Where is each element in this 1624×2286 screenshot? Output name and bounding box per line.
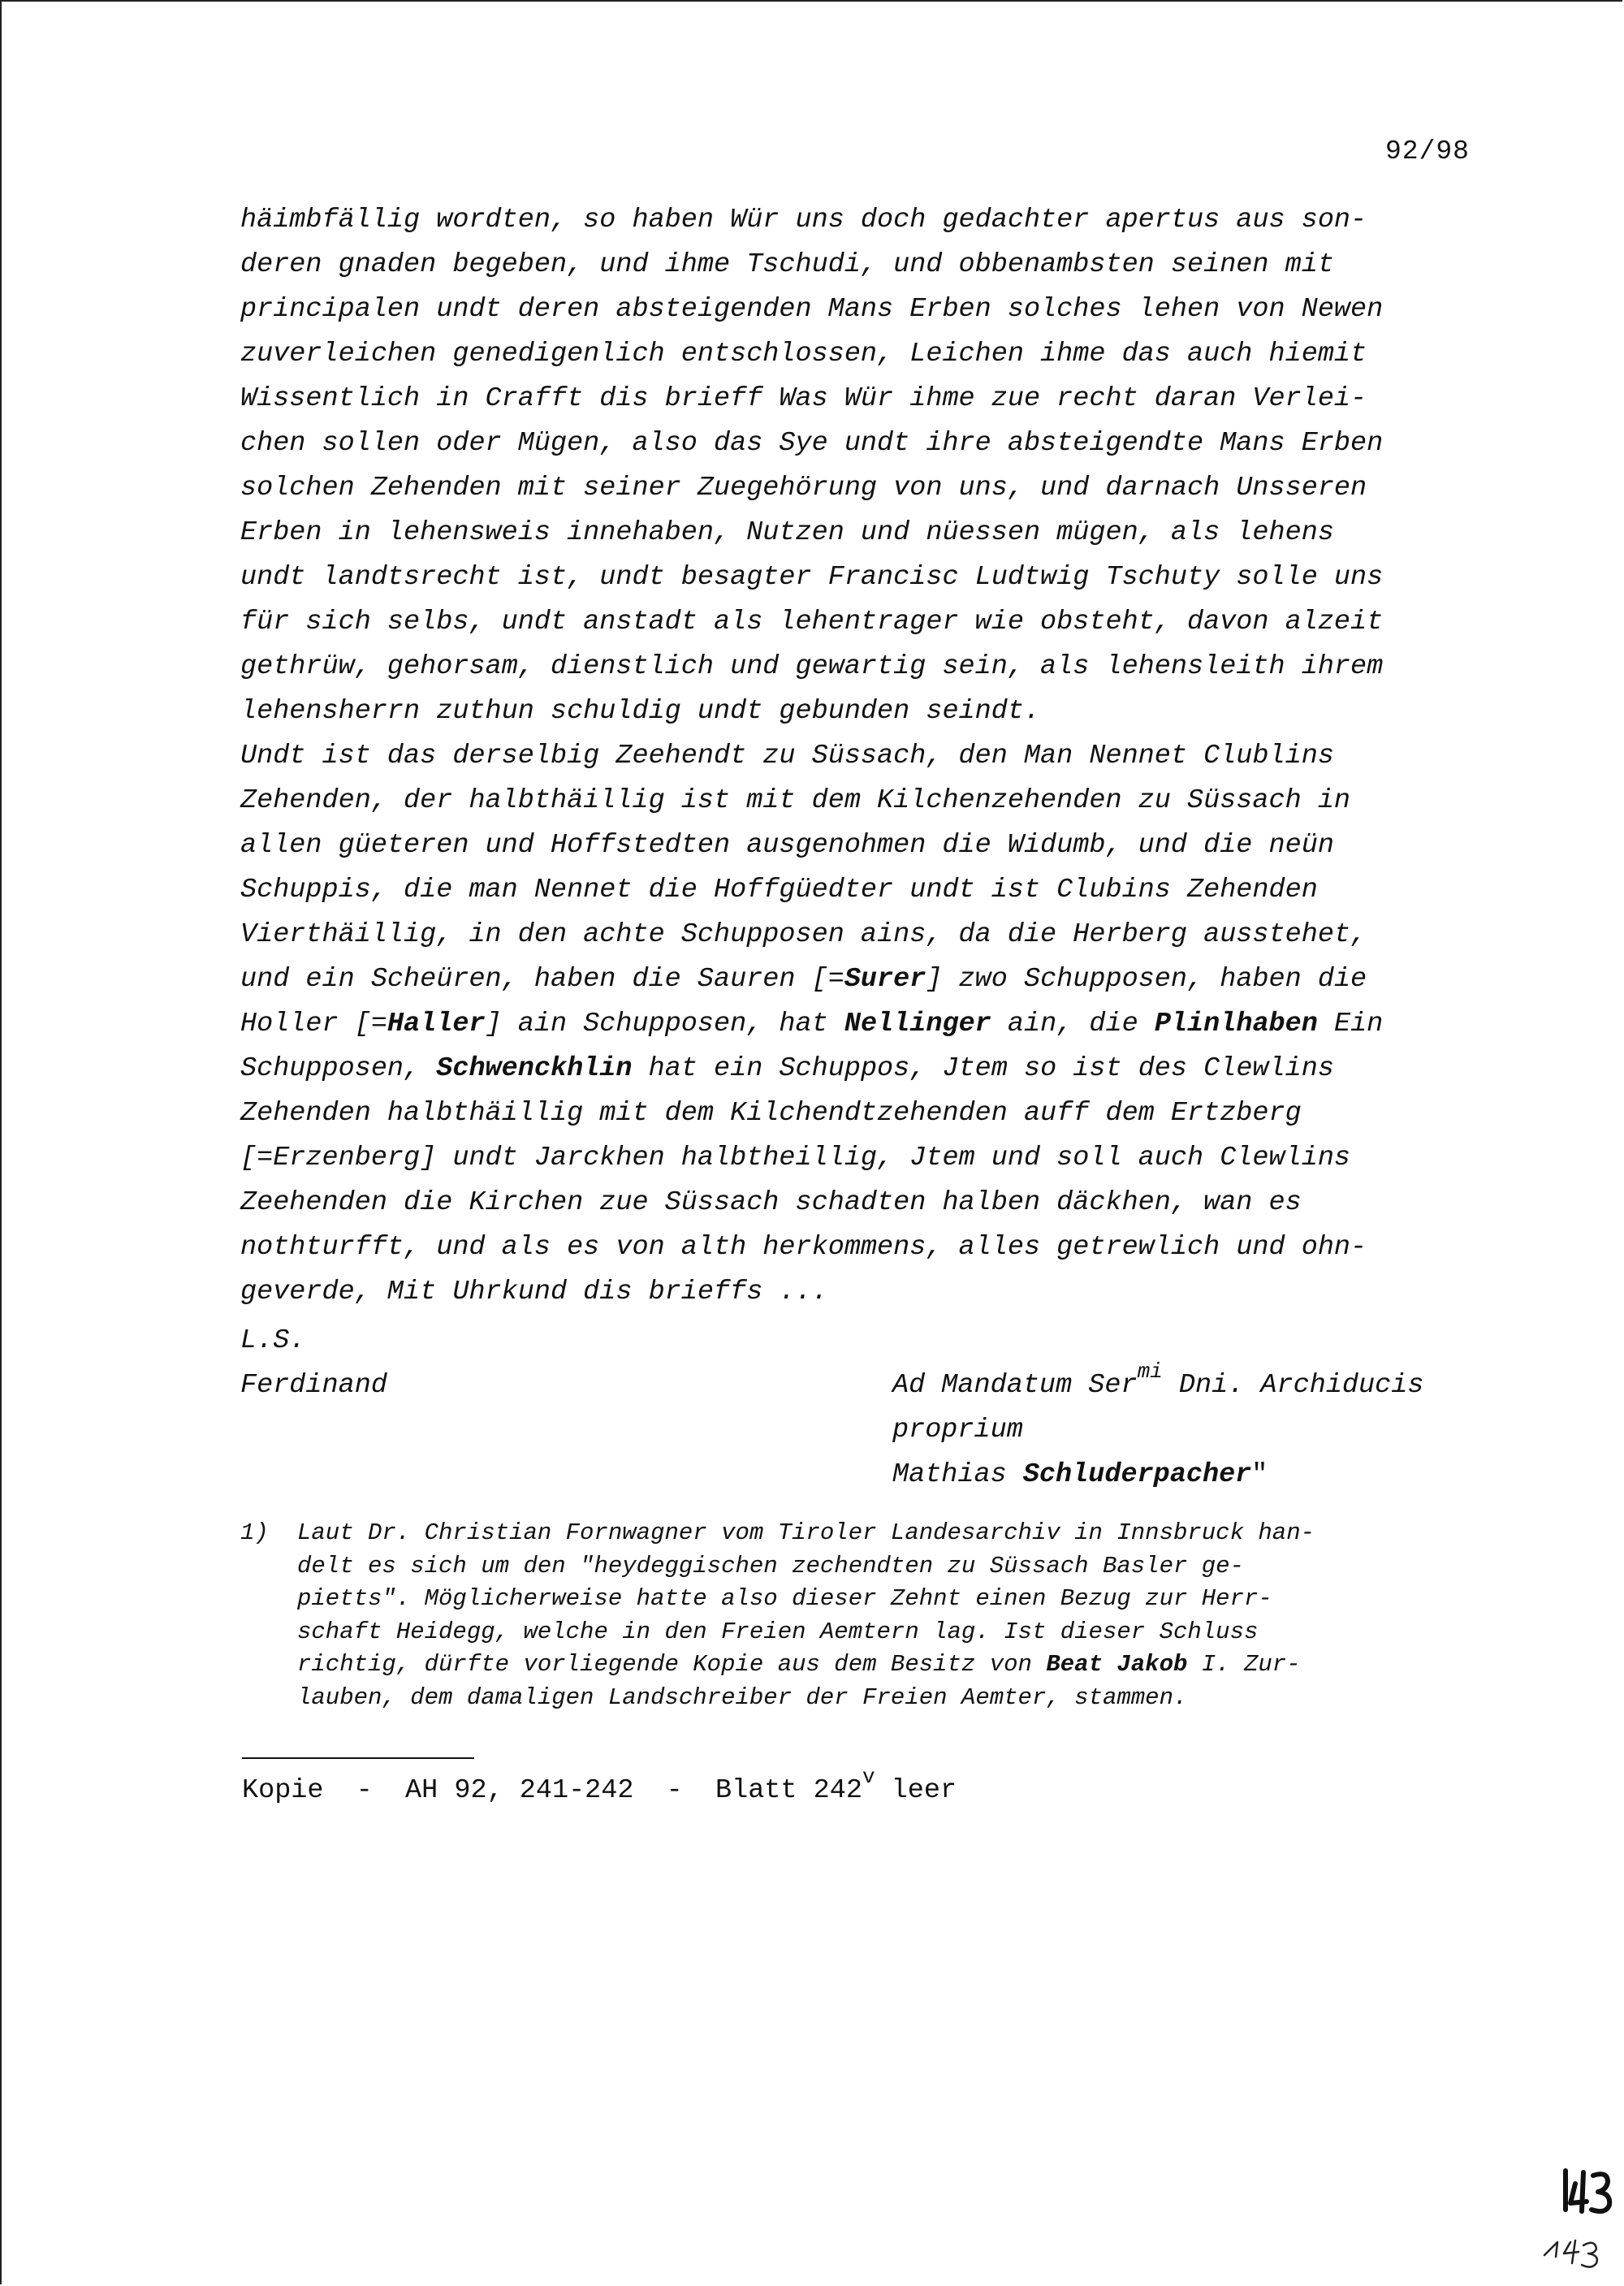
text-segment: geverde, Mit Uhrkund dis brieffs ... (240, 1277, 828, 1307)
text-segment: lehensherrn zuthun schuldig undt gebunden seindt. (240, 696, 1041, 727)
seal-abbreviation: L.S. (240, 1325, 306, 1356)
body-line (240, 645, 1475, 689)
body-line (240, 1181, 1475, 1225)
body-line (240, 600, 1475, 645)
footnote-line (297, 1583, 1499, 1616)
text-segment: Schupposen, (240, 1053, 437, 1084)
body-line (240, 1270, 1475, 1315)
text-segment: ] zwo Schupposen, haben die (926, 964, 1367, 995)
bold-name: Nellinger (844, 1009, 991, 1039)
text-segment: Zehenden, der halbthäillig ist mit dem Kilchenzehenden zu Süssach in (240, 785, 1351, 816)
text-segment: principalen undt deren absteigenden Mans Erben solches lehen von Newen (240, 294, 1384, 325)
body-line (240, 466, 1475, 511)
text-segment: für sich selbs, undt anstadt als lehentrager wie obsteht, davon alzeit (240, 607, 1384, 637)
text-segment: Vierthäillig, in den achte Schupposen ains, da die Herberg ausstehet, (240, 919, 1367, 950)
text-segment: Zeehenden die Kirchen zue Süssach schadten halben däckhen, wan es (240, 1187, 1302, 1218)
footnote-text (297, 1517, 1499, 1714)
text-segment: Laut Dr. Christian Fornwagner vom Tiroler Landesarchiv in Innsbruck han- (297, 1519, 1315, 1546)
text-segment: häimbfällig wordten, so haben Wür uns doch gedachter apertus aus son- (240, 205, 1367, 236)
bold-name: Schwenckhlin (436, 1053, 633, 1084)
body-line (240, 913, 1475, 957)
body-line (240, 957, 1475, 1002)
text-segment: Erben in lehensweis innehaben, Nutzen und nüessen mügen, als lehens (240, 517, 1334, 548)
body-line (240, 868, 1475, 913)
body-line (240, 377, 1475, 421)
source-prefix: Kopie - AH 92, 241-242 - Blatt 242 (242, 1775, 862, 1806)
signer-last-name: Schluderpacher (1022, 1459, 1252, 1490)
footnote-line (297, 1550, 1499, 1584)
footnote-marker: 1) (240, 1519, 269, 1546)
text-segment: gethrüw, gehorsam, dienstlich und gewartig sein, als lehensleith ihrem (240, 651, 1384, 682)
mandate-suffix: Dni. Archiducis (1162, 1370, 1424, 1401)
body-line (240, 1225, 1475, 1270)
signer-line (892, 1453, 1268, 1497)
bold-name: Surer (844, 964, 926, 995)
text-segment: zuverleichen genedigenlich entschlossen, Leichen ihme das auch hiemit (240, 339, 1367, 369)
signature-ferdinand: Ferdinand (240, 1370, 387, 1401)
text-segment: hat ein Schuppos, Jtem so ist des Clewlins (632, 1053, 1334, 1084)
bold-name: Haller (387, 1009, 486, 1039)
text-segment: I. Zur- (1187, 1651, 1301, 1678)
body-line (240, 243, 1475, 287)
text-segment: Ein (1317, 1009, 1384, 1039)
text-segment: Schuppis, die man Nennet die Hoffgüedter undt ist Clubins Zehenden (240, 875, 1318, 905)
text-segment: allen güeteren und Hoffstedten ausgenohmen die Widumb, und die neün (240, 830, 1334, 861)
text-segment: lauben, dem damaligen Landschreiber der Freien Aemter, stammen. (297, 1683, 1188, 1711)
bold-name: Plinlhaben (1154, 1009, 1318, 1039)
body-line (240, 689, 1475, 734)
text-segment: solchen Zehenden mit seiner Zuegehörung von uns, und darnach Unsseren (240, 473, 1367, 503)
text-segment: Undt ist das derselbig Zeehendt zu Süssach, den Man Nennet Clublins (240, 741, 1334, 771)
text-segment: Holler [= (240, 1009, 387, 1039)
footnote-line (297, 1517, 1499, 1550)
text-segment: richtig, dürfte vorliegende Kopie aus dem Besitz von (297, 1651, 1047, 1678)
handwritten-143-bottom (1544, 2241, 1597, 2267)
body-line (240, 332, 1475, 377)
text-segment: deren gnaden begeben, und ihme Tschudi, und obbenambsten seinen mit (240, 249, 1334, 280)
text-segment: ] ain Schupposen, hat (485, 1009, 844, 1039)
text-segment: chen sollen oder Mügen, also das Sye undt ihre absteigendte Mans Erben (240, 428, 1384, 459)
body-line (240, 1136, 1475, 1181)
page-number: 92/98 (1384, 136, 1470, 166)
handwritten-folio-number (1486, 2164, 1624, 2286)
text-segment: undt landtsrecht ist, undt besagter Francisc Ludtwig Tschuty solle uns (240, 562, 1384, 593)
footnote-line (297, 1649, 1499, 1682)
body-line (240, 1091, 1475, 1136)
text-segment: und ein Scheüren, haben die Sauren [= (240, 964, 844, 995)
body-line (240, 1047, 1475, 1091)
body-line (240, 734, 1475, 779)
text-segment: Zehenden halbthäillig mit dem Kilchendtzehenden auff dem Ertzberg (240, 1098, 1302, 1129)
mandate-line (892, 1359, 1424, 1408)
body-line (240, 555, 1475, 600)
text-segment: ain, die (991, 1009, 1155, 1039)
footnote-divider (242, 1757, 474, 1759)
source-suffix: leer (875, 1775, 957, 1806)
mandate-prefix: Ad Mandatum Ser (892, 1370, 1138, 1401)
bold-name: Beat Jakob (1046, 1651, 1188, 1678)
source-line (242, 1765, 957, 1806)
text-segment: delt es sich um den "heydeggischen zechendten zu Süssach Basler ge- (297, 1552, 1244, 1579)
signer-first-name: Mathias (892, 1459, 1023, 1490)
body-line (240, 1002, 1475, 1047)
footnote-line (297, 1682, 1499, 1715)
handwritten-143-top (1566, 2171, 1609, 2211)
document-body (240, 198, 1475, 1315)
text-segment: pietts". Möglicherweise hatte also dieser Zehnt einen Bezug zur Herr- (297, 1585, 1272, 1612)
mandate-proprium: proprium (892, 1415, 1023, 1445)
signer-close-quote: " (1251, 1459, 1268, 1490)
text-segment: nothturfft, und als es von alth herkommens, alles getrewlich und ohn- (240, 1232, 1367, 1263)
body-line (240, 287, 1475, 332)
body-line (240, 779, 1475, 823)
text-segment: Wissentlich in Crafft dis brieff Was Wür ihme zue recht daran Verlei- (240, 383, 1367, 414)
body-line (240, 198, 1475, 243)
body-line (240, 823, 1475, 868)
footnote-line (297, 1616, 1499, 1649)
body-line (240, 421, 1475, 466)
source-superscript: v (862, 1765, 875, 1789)
body-line (240, 511, 1475, 555)
text-segment: schaft Heidegg, welche in den Freien Aemtern lag. Ist dieser Schluss (297, 1618, 1259, 1645)
text-segment: [=Erzenberg] undt Jarckhen halbtheillig, Jtem und soll auch Clewlins (240, 1143, 1351, 1173)
mandate-superscript: mi (1137, 1359, 1163, 1384)
